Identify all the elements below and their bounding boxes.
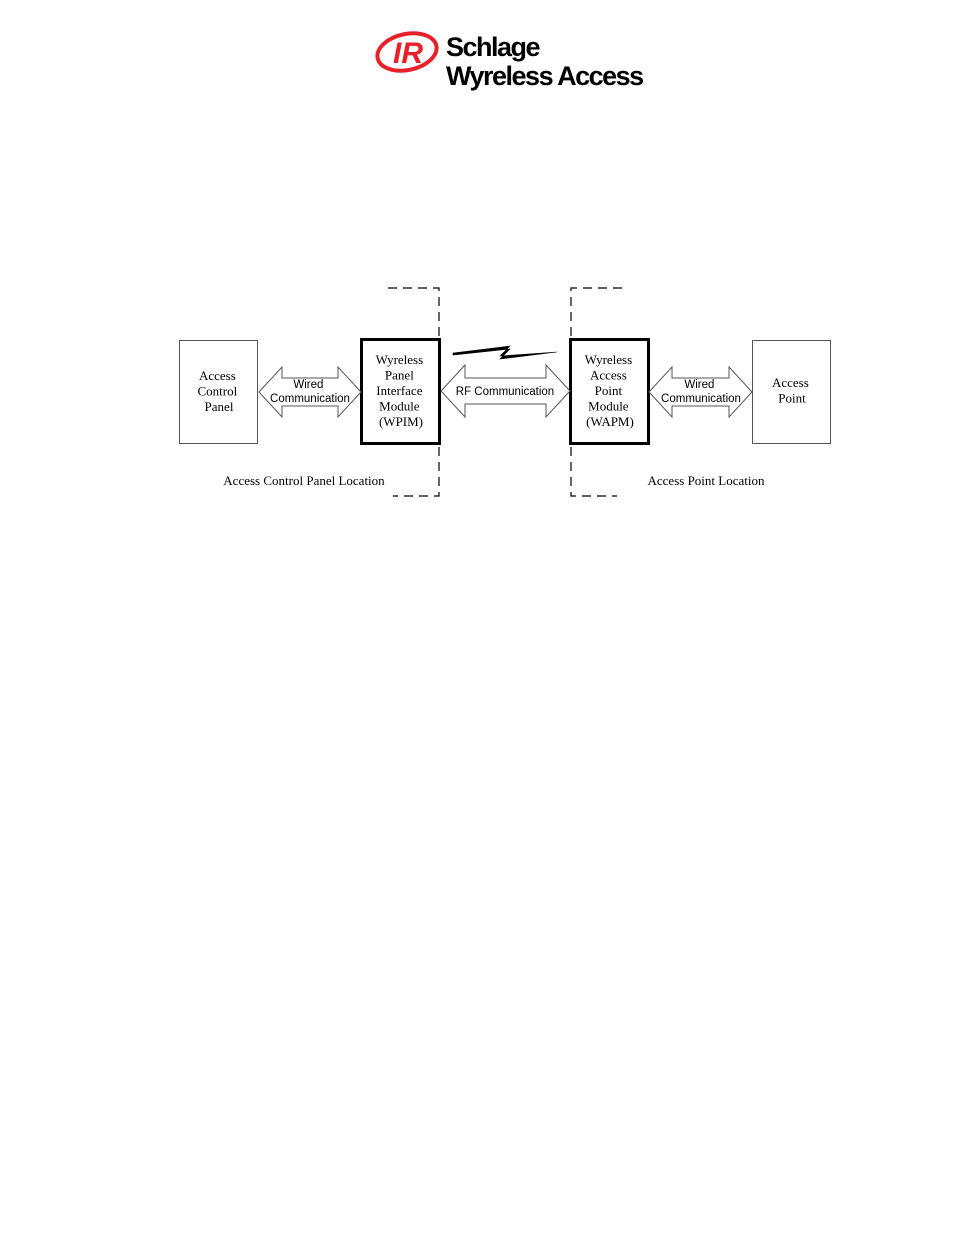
left-region-label: Access Control Panel Location	[223, 473, 385, 488]
wpim-label: Wyreless Panel Interface Module (WPIM)	[375, 352, 424, 429]
logo-text-schlage: Schlage	[446, 32, 540, 62]
logo-text-wyreless-access: Wyreless Access	[446, 61, 643, 91]
access-control-panel-label: Access Control Panel	[197, 368, 238, 414]
access-point-label: Access Point	[771, 375, 809, 406]
wired-left-arrow	[259, 367, 361, 417]
right-region-label: Access Point Location	[647, 473, 765, 488]
wired-left-label: Wired Communication	[270, 379, 350, 405]
wired-right-label: Wired Communication	[661, 379, 741, 405]
svg-text:IR: IR	[393, 37, 423, 70]
wapm-label: Wyreless Access Point Module (WAPM)	[584, 352, 634, 429]
rf-label: RF Communication	[455, 386, 555, 398]
wired-right-arrow	[649, 367, 752, 417]
lightning-bolt-icon	[453, 346, 557, 359]
